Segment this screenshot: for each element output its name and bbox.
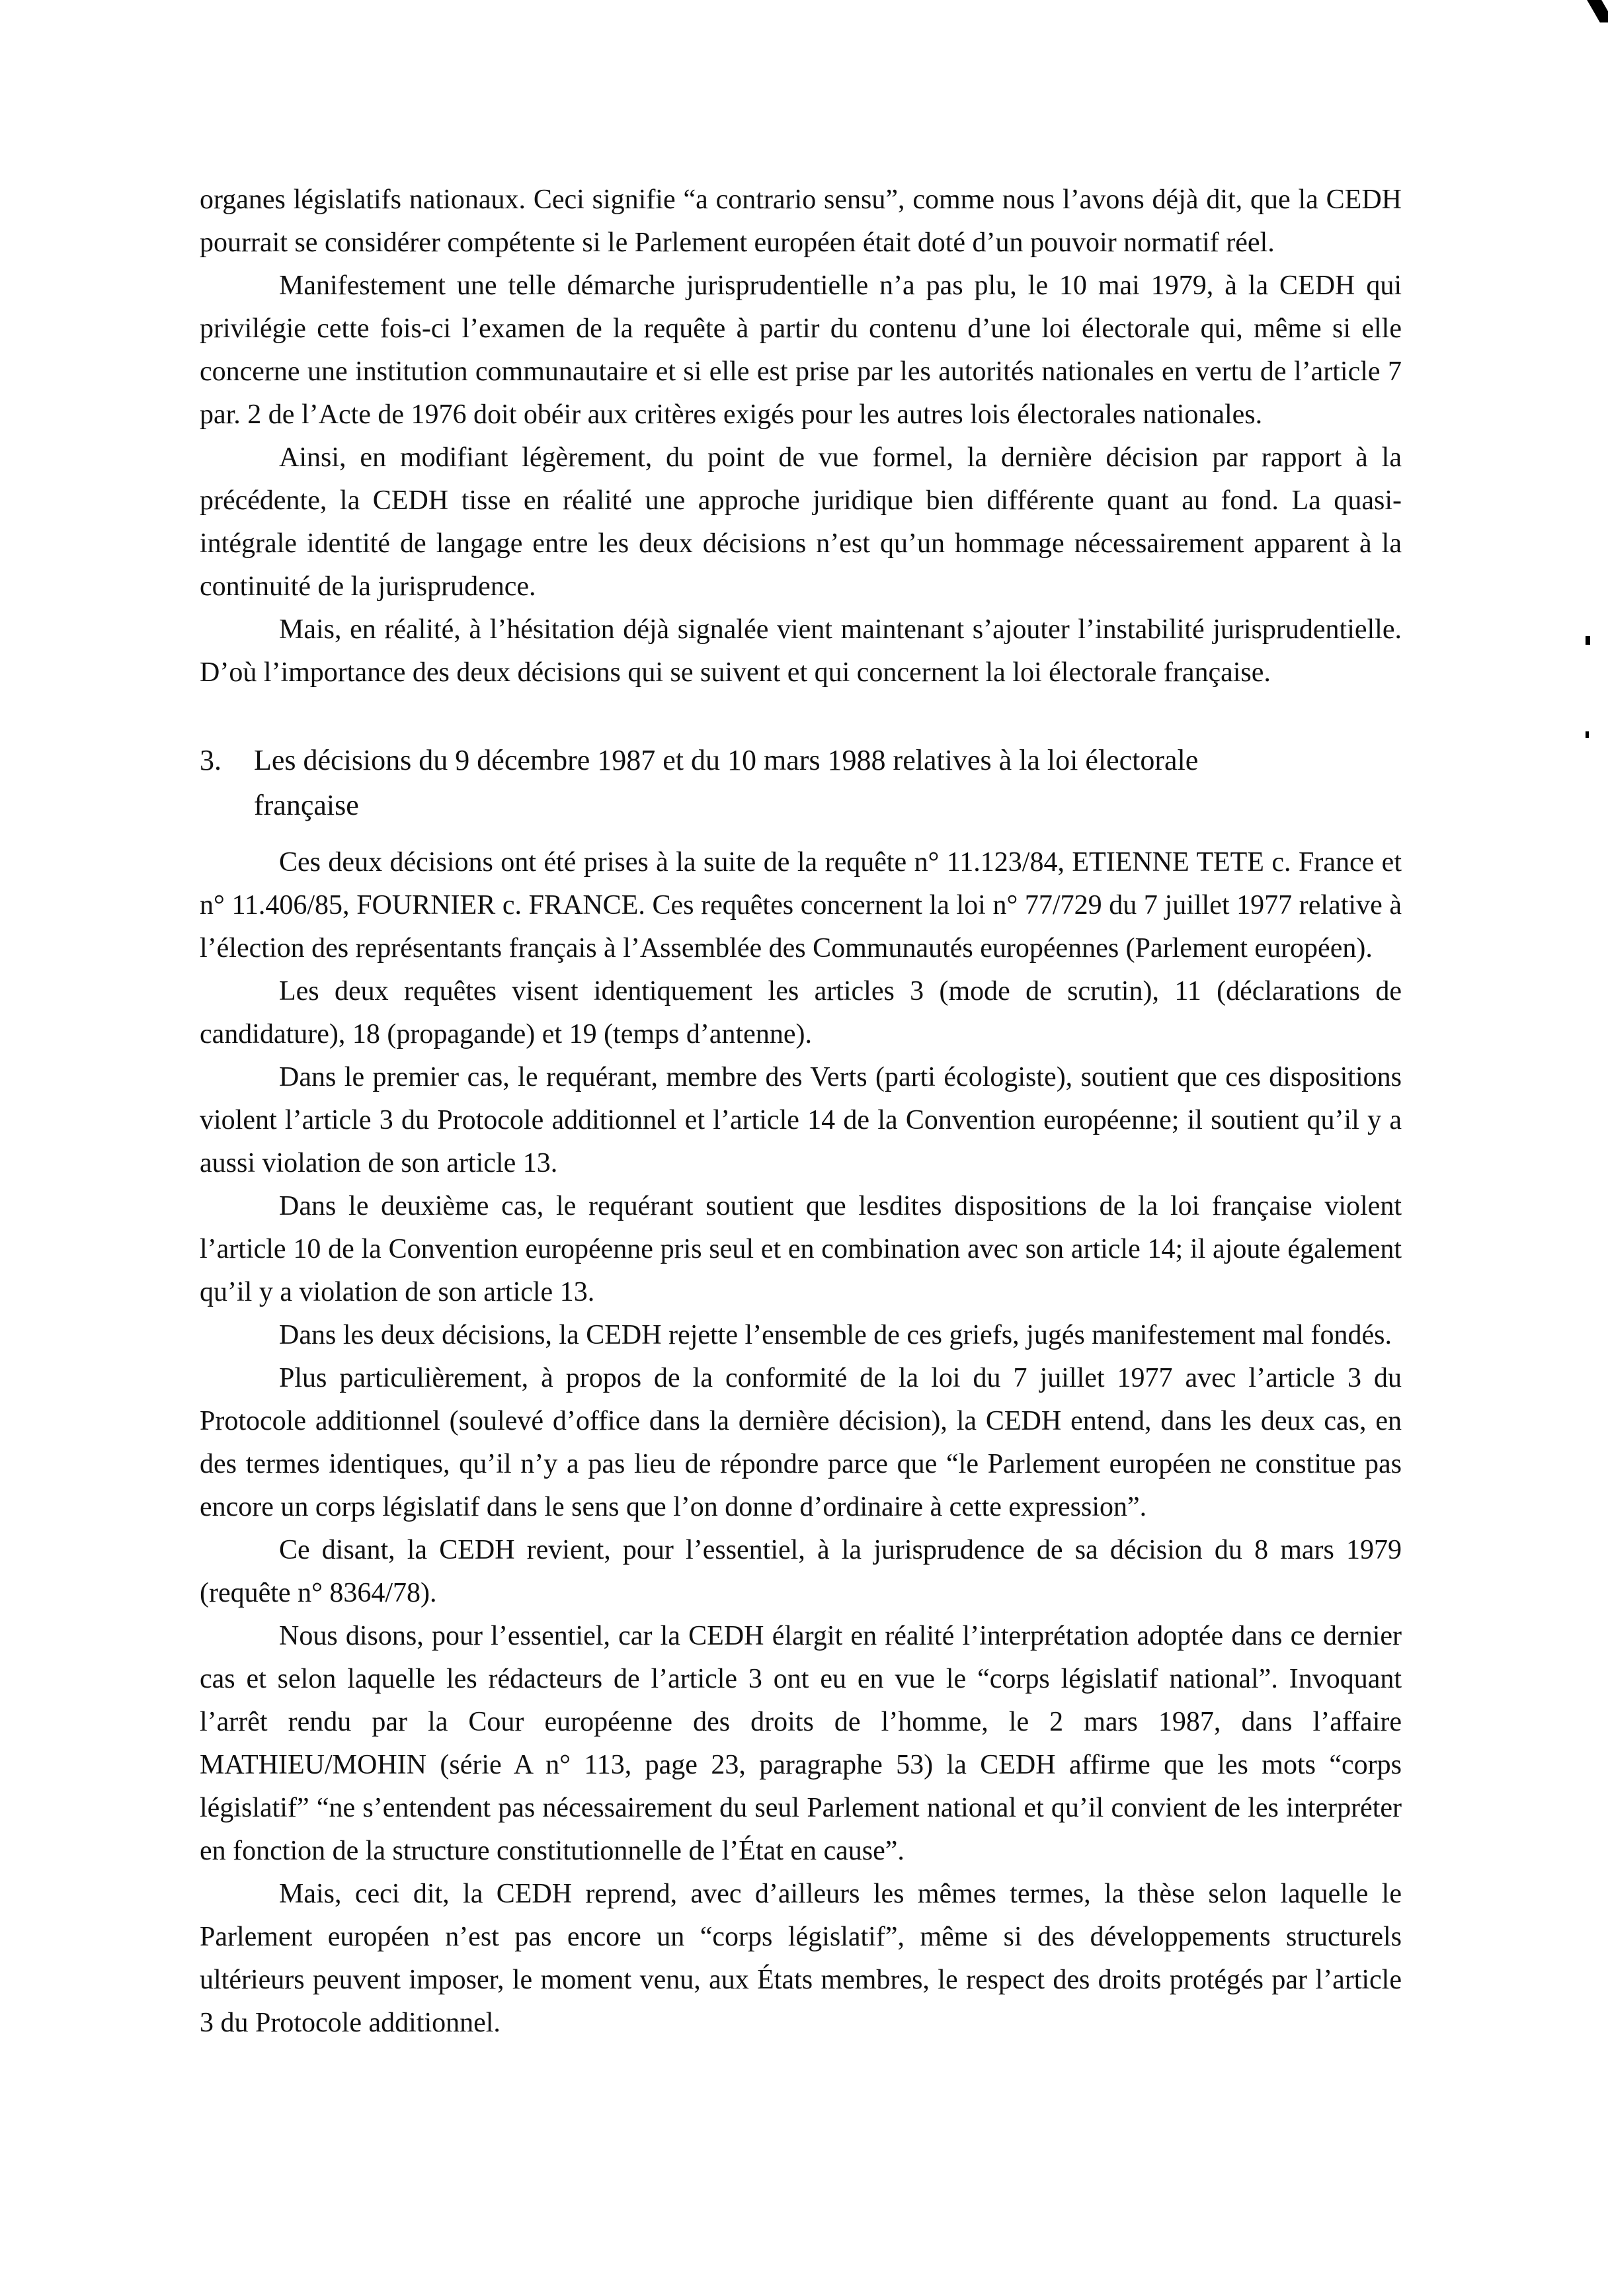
paragraph: Mais, ceci dit, la CEDH reprend, avec d’ailleurs les mêmes termes, la thèse selon laquelle le Parlement européen n’est pas encore un “corps législatif”, même si des développements structurels ultérieurs peuvent imposer, le moment venu, aux États membres, le respect des droits protégés par l’article 3 du Protocole additionnel. [200,1879,1402,2038]
paragraph: organes législatifs nationaux. Ceci signifie “a contrario sensu”, comme nous l’avons déjà dit, que la CEDH pourrait se considérer compétente si le Parlement européen était doté d’un pouvoir normatif réel. [200,184,1402,258]
paragraph: Dans le deuxième cas, le requérant soutient que lesdites dispositions de la loi française violent l’article 10 de la Convention européenne pris seul et en combination avec son article 14; il ajoute également qu’il y a violation de son article 13. [200,1191,1402,1307]
paragraph: Mais, en réalité, à l’hésitation déjà signalée vient maintenant s’ajouter l’instabilité jurisprudentielle. D’où l’importance des deux décisions qui se suivent et qui concernent la loi électorale française. [200,614,1402,688]
section-number: 3. [200,744,221,776]
paragraph: Dans les deux décisions, la CEDH rejette l’ensemble de ces griefs, jugés manifestement mal fondés. [279,1320,1392,1350]
section-heading [200,738,1402,828]
paragraph: Dans le premier cas, le requérant, membre des Verts (parti écologiste), soutient que ces dispositions violent l’article 3 du Protocole additionnel et l’article 14 de la Convention européenne; il soutient qu’il y a aussi violation de son article 13. [200,1062,1402,1178]
paragraph: Ces deux décisions ont été prises à la suite de la requête n° 11.123/84, ETIENNE TETE c. France et n° 11.406/85, FOURNIER c. FRANCE. Ces requêtes concernent la loi n° 77/729 du 7 juillet 1977 relative à l’élection des représentants français à l’Assemblée des Communautés européennes (Parlement européen). [200,847,1402,964]
document-page [200,179,1402,2045]
section-title: Les décisions du 9 décembre 1987 et du 10 mars 1988 relatives à la loi électorale française [254,744,1199,821]
scan-margin-mark [1586,636,1590,645]
scan-corner-mark [1587,0,1608,22]
paragraph: Ainsi, en modifiant légèrement, du point de vue formel, la dernière décision par rapport à la précédente, la CEDH tisse en réalité une approche juridique bien différente quant au fond. La quasi-intégrale identité de langage entre les deux décisions n’est qu’un hommage nécessairement apparent à la continuité de la jurisprudence. [200,442,1402,602]
paragraph: Plus particulièrement, à propos de la conformité de la loi du 7 juillet 1977 avec l’article 3 du Protocole additionnel (soulevé d’office dans la dernière décision), la CEDH entend, dans les deux cas, en des termes identiques, qu’il n’y a pas lieu de répondre parce que “le Parlement européen ne constitue pas encore un corps législatif dans le sens que l’on donne d’ordinaire à cette expression”. [200,1363,1402,1522]
paragraph: Manifestement une telle démarche jurisprudentielle n’a pas plu, le 10 mai 1979, à la CEDH qui privilégie cette fois-ci l’examen de la requête à partir du contenu d’une loi électorale qui, même si elle concerne une institution communautaire et si elle est prise par les autorités nationales en vertu de l’article 7 par. 2 de l’Acte de 1976 doit obéir aux critères exigés pour les autres lois électorales nationales. [200,270,1402,430]
paragraph: Ce disant, la CEDH revient, pour l’essentiel, à la jurisprudence de sa décision du 8 mars 1979 (requête n° 8364/78). [200,1535,1402,1608]
paragraph: Les deux requêtes visent identiquement les articles 3 (mode de scrutin), 11 (déclarations de candidature), 18 (propagande) et 19 (temps d’antenne). [200,976,1402,1049]
scan-margin-mark [1586,731,1589,738]
paragraph: Nous disons, pour l’essentiel, car la CEDH élargit en réalité l’interprétation adoptée dans ce dernier cas et selon laquelle les rédacteurs de l’article 3 ont eu en vue le “corps législatif national”. Invoquant l’arrêt rendu par la Cour européenne des droits de l’homme, le 2 mars 1987, dans l’affaire MATHIEU/MOHIN (série A n° 113, page 23, paragraphe 53) la CEDH affirme que les mots “corps législatif” “ne s’entendent pas nécessairement du seul Parlement national et qu’il convient de les interpréter en fonction de la structure constitutionnelle de l’État en cause”. [200,1621,1402,1866]
